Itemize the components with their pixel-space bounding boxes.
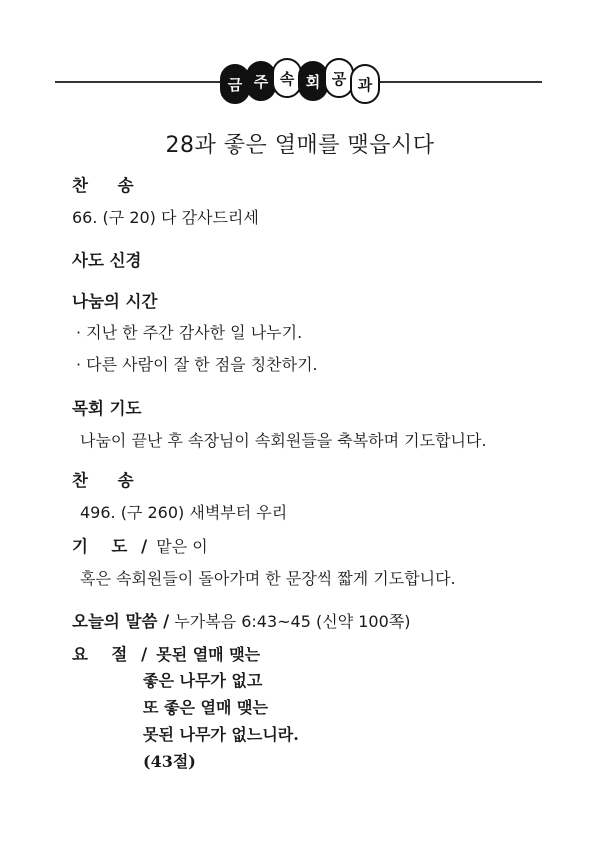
emblem-char-3: 속 (272, 58, 302, 98)
sharing-item: · 다른 사람이 잘 한 점을 칭찬하기. (76, 355, 318, 374)
hymn-heading: 찬 송 (72, 176, 146, 195)
scripture-text: 누가복음 6:43~45 (신약 100쪽) (174, 612, 411, 631)
prayer-heading: 기 도 / (72, 537, 152, 556)
scripture-heading: 오늘의 말씀 / (72, 612, 170, 631)
hymn2-text: 496. (구 260) 새벽부터 우리 (80, 503, 288, 522)
sharing-item: · 지난 한 주간 감사한 일 나누기. (76, 323, 303, 342)
emblem-char-5: 공 (324, 58, 354, 98)
pastoral-prayer-heading: 목회 기도 (72, 399, 142, 418)
header-rule-right (377, 81, 542, 83)
key-verse-line-3: 또 좋은 열매 맺는 (143, 698, 268, 717)
lesson-header (0, 48, 600, 108)
hymn-text: 66. (구 20) 다 감사드리세 (72, 208, 259, 227)
scripture-line (72, 608, 410, 632)
key-verse-line-1: 못된 열매 맺는 (156, 645, 261, 664)
pastoral-prayer-text: 나눔이 끝난 후 속장님이 속회원들을 축복하며 기도합니다. (80, 431, 487, 450)
emblem-char-2: 주 (246, 61, 276, 101)
prayer-line (72, 533, 208, 557)
hymn2-heading: 찬 송 (72, 471, 146, 490)
prayer-text: 혹은 속회원들이 돌아가며 한 문장씩 짧게 기도합니다. (80, 569, 456, 588)
key-verse-heading: 요 절 / (72, 645, 152, 664)
key-verse-line-2: 좋은 나무가 없고 (143, 671, 263, 690)
header-emblem (220, 60, 380, 106)
prayer-sub: 맡은 이 (156, 537, 208, 556)
emblem-char-4: 회 (298, 61, 328, 101)
header-rule-left (55, 81, 225, 83)
creed-heading: 사도 신경 (72, 251, 142, 270)
lesson-title: 28과 좋은 열매를 맺읍시다 (165, 133, 435, 158)
key-verse-line (72, 641, 260, 665)
emblem-char-6: 과 (350, 64, 380, 104)
emblem-char-1: 금 (220, 64, 250, 104)
key-verse-reference: (43절) (143, 752, 196, 771)
key-verse-line-4: 못된 나무가 없느니라. (143, 725, 299, 744)
sharing-heading: 나눔의 시간 (72, 292, 158, 311)
